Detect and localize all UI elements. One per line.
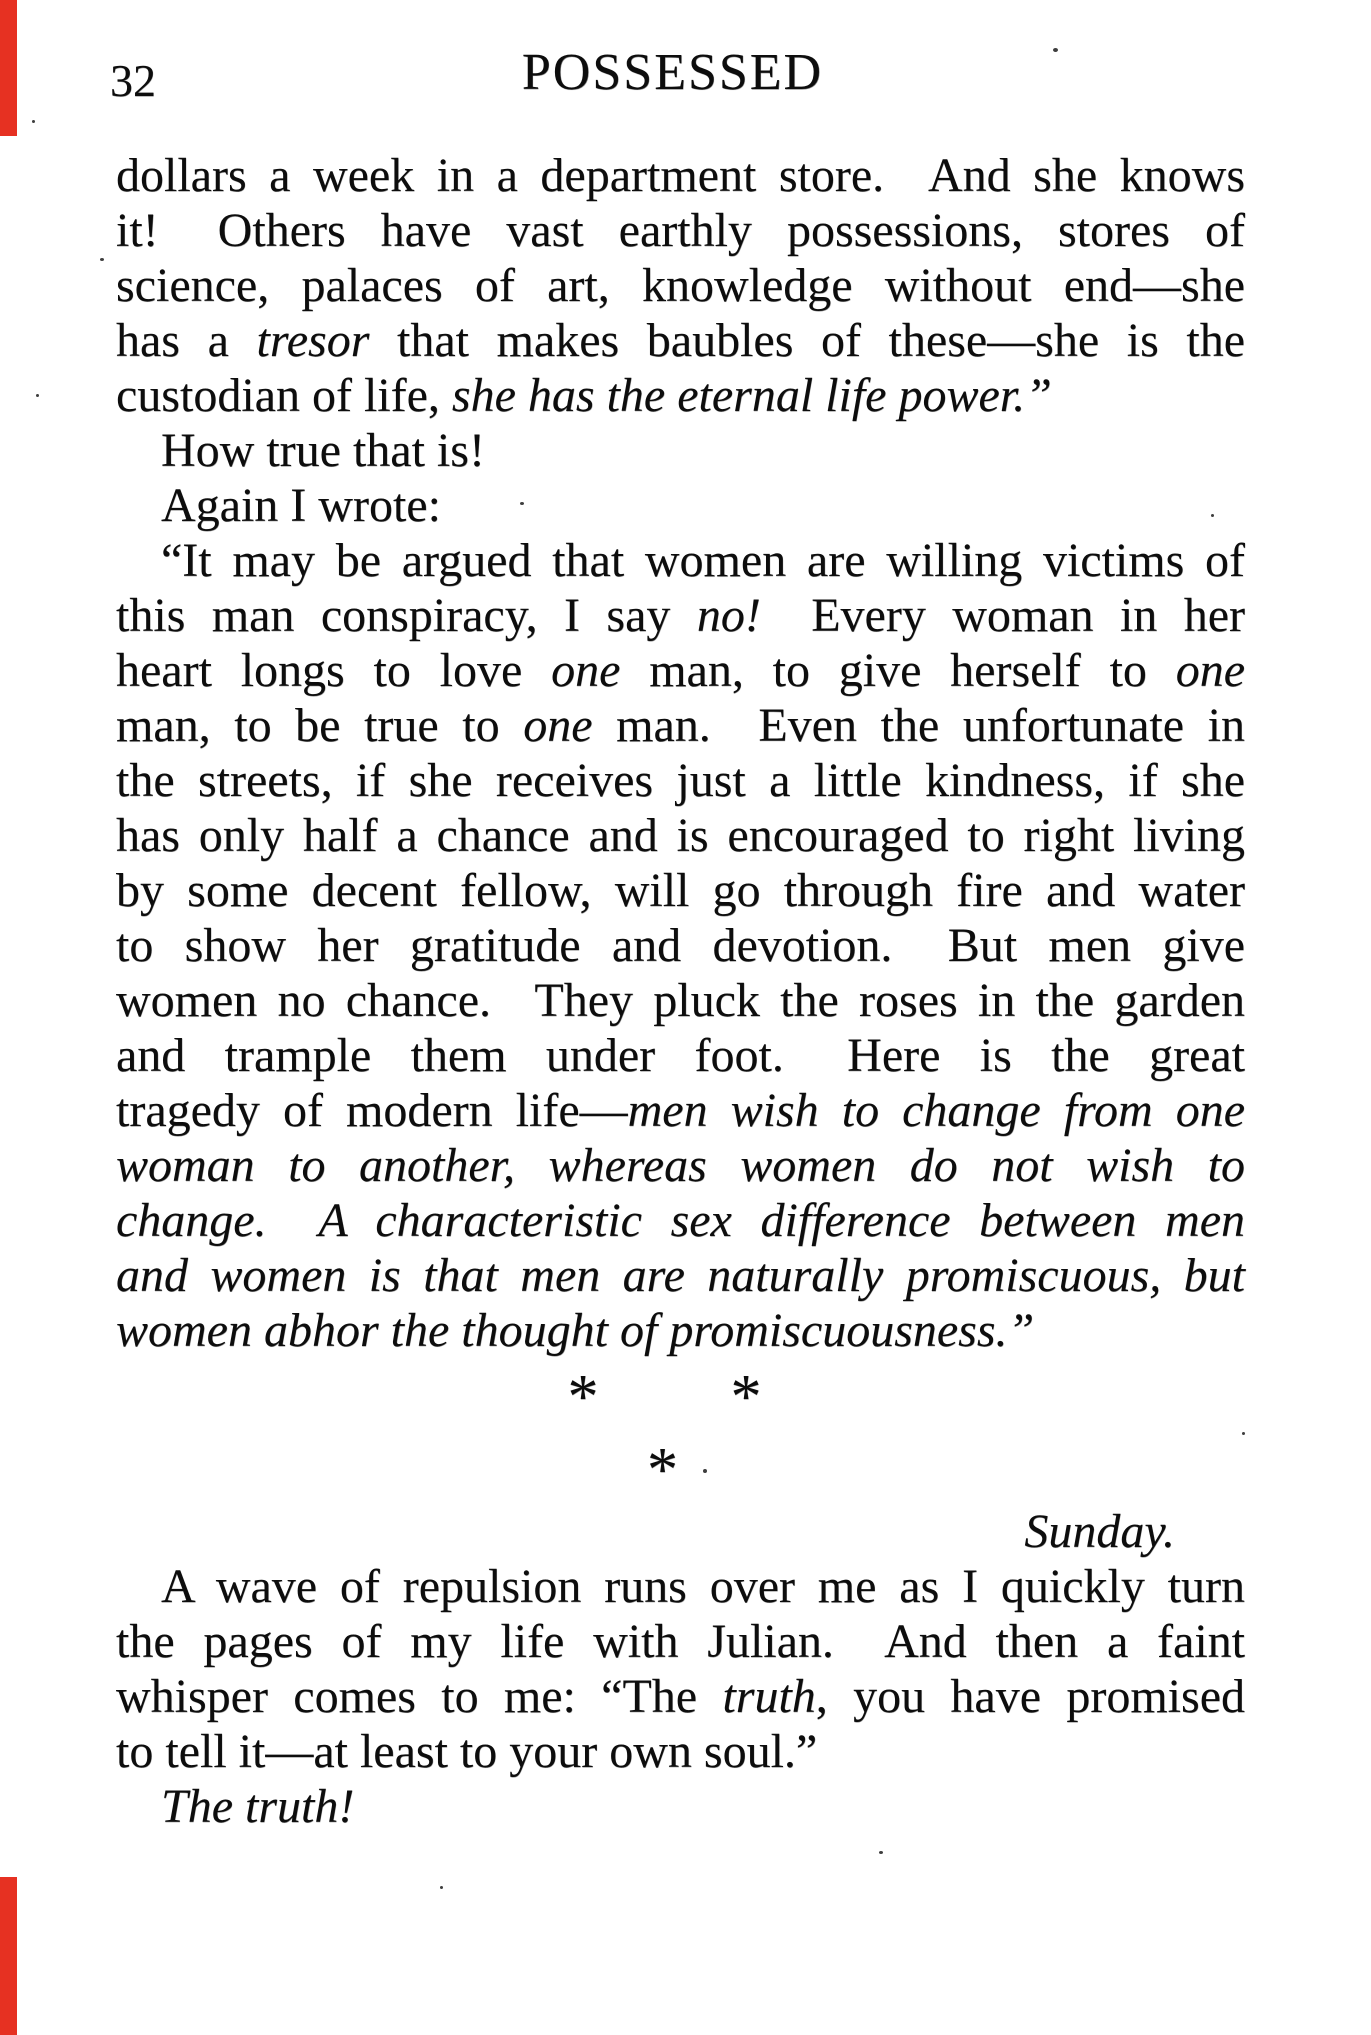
text-segment: women no chance. They pluck the roses in the garden xyxy=(116,974,1245,1027)
dateline xyxy=(116,1504,1245,1559)
text-segment: dollars a week in a department store. And she knows xyxy=(116,149,1245,202)
text-segment: man. Even the unfortunate in xyxy=(592,699,1245,752)
text-segment: by some decent fellow, will go through fire and water xyxy=(116,864,1245,917)
scan-speck xyxy=(1211,514,1214,517)
text-segment: science, palaces of art, knowledge without end—she xyxy=(116,259,1245,312)
text-segment: and women is that men are naturally promiscuous, but xyxy=(116,1249,1245,1302)
text-line xyxy=(116,313,1245,368)
text-segment: one xyxy=(551,644,621,697)
scan-speck xyxy=(100,258,104,261)
text-line xyxy=(116,643,1245,698)
text-line xyxy=(116,1614,1245,1669)
text-line xyxy=(116,478,1245,533)
text-segment: Again I wrote: xyxy=(161,479,441,532)
text-line xyxy=(116,258,1245,313)
text-segment: the pages of my life with Julian. And then a faint xyxy=(116,1615,1245,1668)
text-line xyxy=(116,1779,1245,1834)
text-line xyxy=(116,698,1245,753)
text-line xyxy=(116,753,1245,808)
text-line xyxy=(116,423,1245,478)
text-segment: has a xyxy=(116,314,257,367)
text-segment: whisper comes to me: “The xyxy=(116,1670,723,1723)
text-line xyxy=(116,1083,1245,1138)
text-segment: that makes baubles of these—she is the xyxy=(369,314,1245,367)
text-segment: change. A characteristic sex difference between men xyxy=(116,1194,1245,1247)
asterisk-separator xyxy=(98,1436,1227,1504)
text-segment: tresor xyxy=(256,314,370,367)
text-segment: to show her gratitude and devotion. But men give xyxy=(116,919,1245,972)
text-line xyxy=(116,1248,1245,1303)
text-segment: no! xyxy=(696,589,761,642)
text-segment: * xyxy=(647,1436,678,1504)
scan-speck xyxy=(879,1851,883,1854)
asterisk-separator xyxy=(100,1363,1229,1431)
text-segment: A wave of repulsion runs over me as I quickly turn xyxy=(161,1560,1245,1613)
text-segment: and trample them under foot. Here is the great xyxy=(116,1029,1245,1082)
scan-speck xyxy=(1242,1432,1245,1435)
text-segment: this man conspiracy, I say xyxy=(116,589,697,642)
text-segment: she has the eternal life power.” xyxy=(451,369,1052,422)
text-segment: the streets, if she receives just a little kindness, if she xyxy=(116,754,1245,807)
running-header-title: POSSESSED xyxy=(521,44,824,101)
text-segment: man, to give herself to xyxy=(620,644,1176,697)
text-segment: to tell it—at least to your own soul.” xyxy=(116,1725,818,1778)
red-edge-mark-bottom xyxy=(0,1877,17,2035)
text-segment: tragedy of modern life— xyxy=(116,1084,628,1137)
text-line xyxy=(116,1193,1245,1248)
text-segment: one xyxy=(523,699,593,752)
text-line xyxy=(116,1669,1245,1724)
page-body xyxy=(116,148,1245,1834)
text-segment: men wish to change from one xyxy=(627,1084,1246,1137)
text-segment: has only half a chance and is encouraged to right living xyxy=(116,809,1245,862)
text-segment: it! Others have vast earthly possessions, stores of xyxy=(116,204,1245,257)
text-segment: heart longs to love xyxy=(116,644,552,697)
text-segment: “It may be argued that women are willing victims of xyxy=(161,534,1245,587)
scan-speck xyxy=(36,394,39,397)
text-line xyxy=(116,1724,1245,1779)
text-segment: truth xyxy=(722,1670,816,1723)
text-segment: * xyxy=(730,1363,762,1431)
scan-speck xyxy=(703,1469,707,1473)
text-segment: The truth! xyxy=(161,1780,355,1833)
text-segment: women abhor the thought of promiscuousness.” xyxy=(116,1304,1035,1357)
scan-speck xyxy=(440,1886,443,1889)
text-line xyxy=(116,368,1245,423)
text-segment: * xyxy=(567,1363,599,1431)
scan-speck xyxy=(520,502,524,505)
text-line xyxy=(116,1303,1245,1358)
text-line xyxy=(116,1028,1245,1083)
text-line xyxy=(116,973,1245,1028)
text-line xyxy=(116,533,1245,588)
text-line xyxy=(116,918,1245,973)
text-line xyxy=(116,588,1245,643)
text-segment: one xyxy=(1175,644,1246,697)
text-line xyxy=(116,1559,1245,1614)
text-segment: , you have promised xyxy=(815,1670,1246,1723)
text-line xyxy=(116,148,1245,203)
page-number: 32 xyxy=(110,55,156,106)
text-segment: custodian of life, xyxy=(116,369,452,422)
text-line xyxy=(116,1138,1245,1193)
text-segment: Sunday. xyxy=(1024,1505,1175,1558)
text-line xyxy=(116,808,1245,863)
text-segment: How true that is! xyxy=(161,424,485,477)
text-segment: man, to be true to xyxy=(116,699,524,752)
text-segment: woman to another, whereas women do not wish to xyxy=(116,1139,1245,1192)
scan-speck xyxy=(32,120,35,123)
scan-speck xyxy=(1053,48,1058,52)
text-line xyxy=(116,863,1245,918)
text-segment: Every woman in her xyxy=(760,589,1245,642)
text-line xyxy=(116,203,1245,258)
